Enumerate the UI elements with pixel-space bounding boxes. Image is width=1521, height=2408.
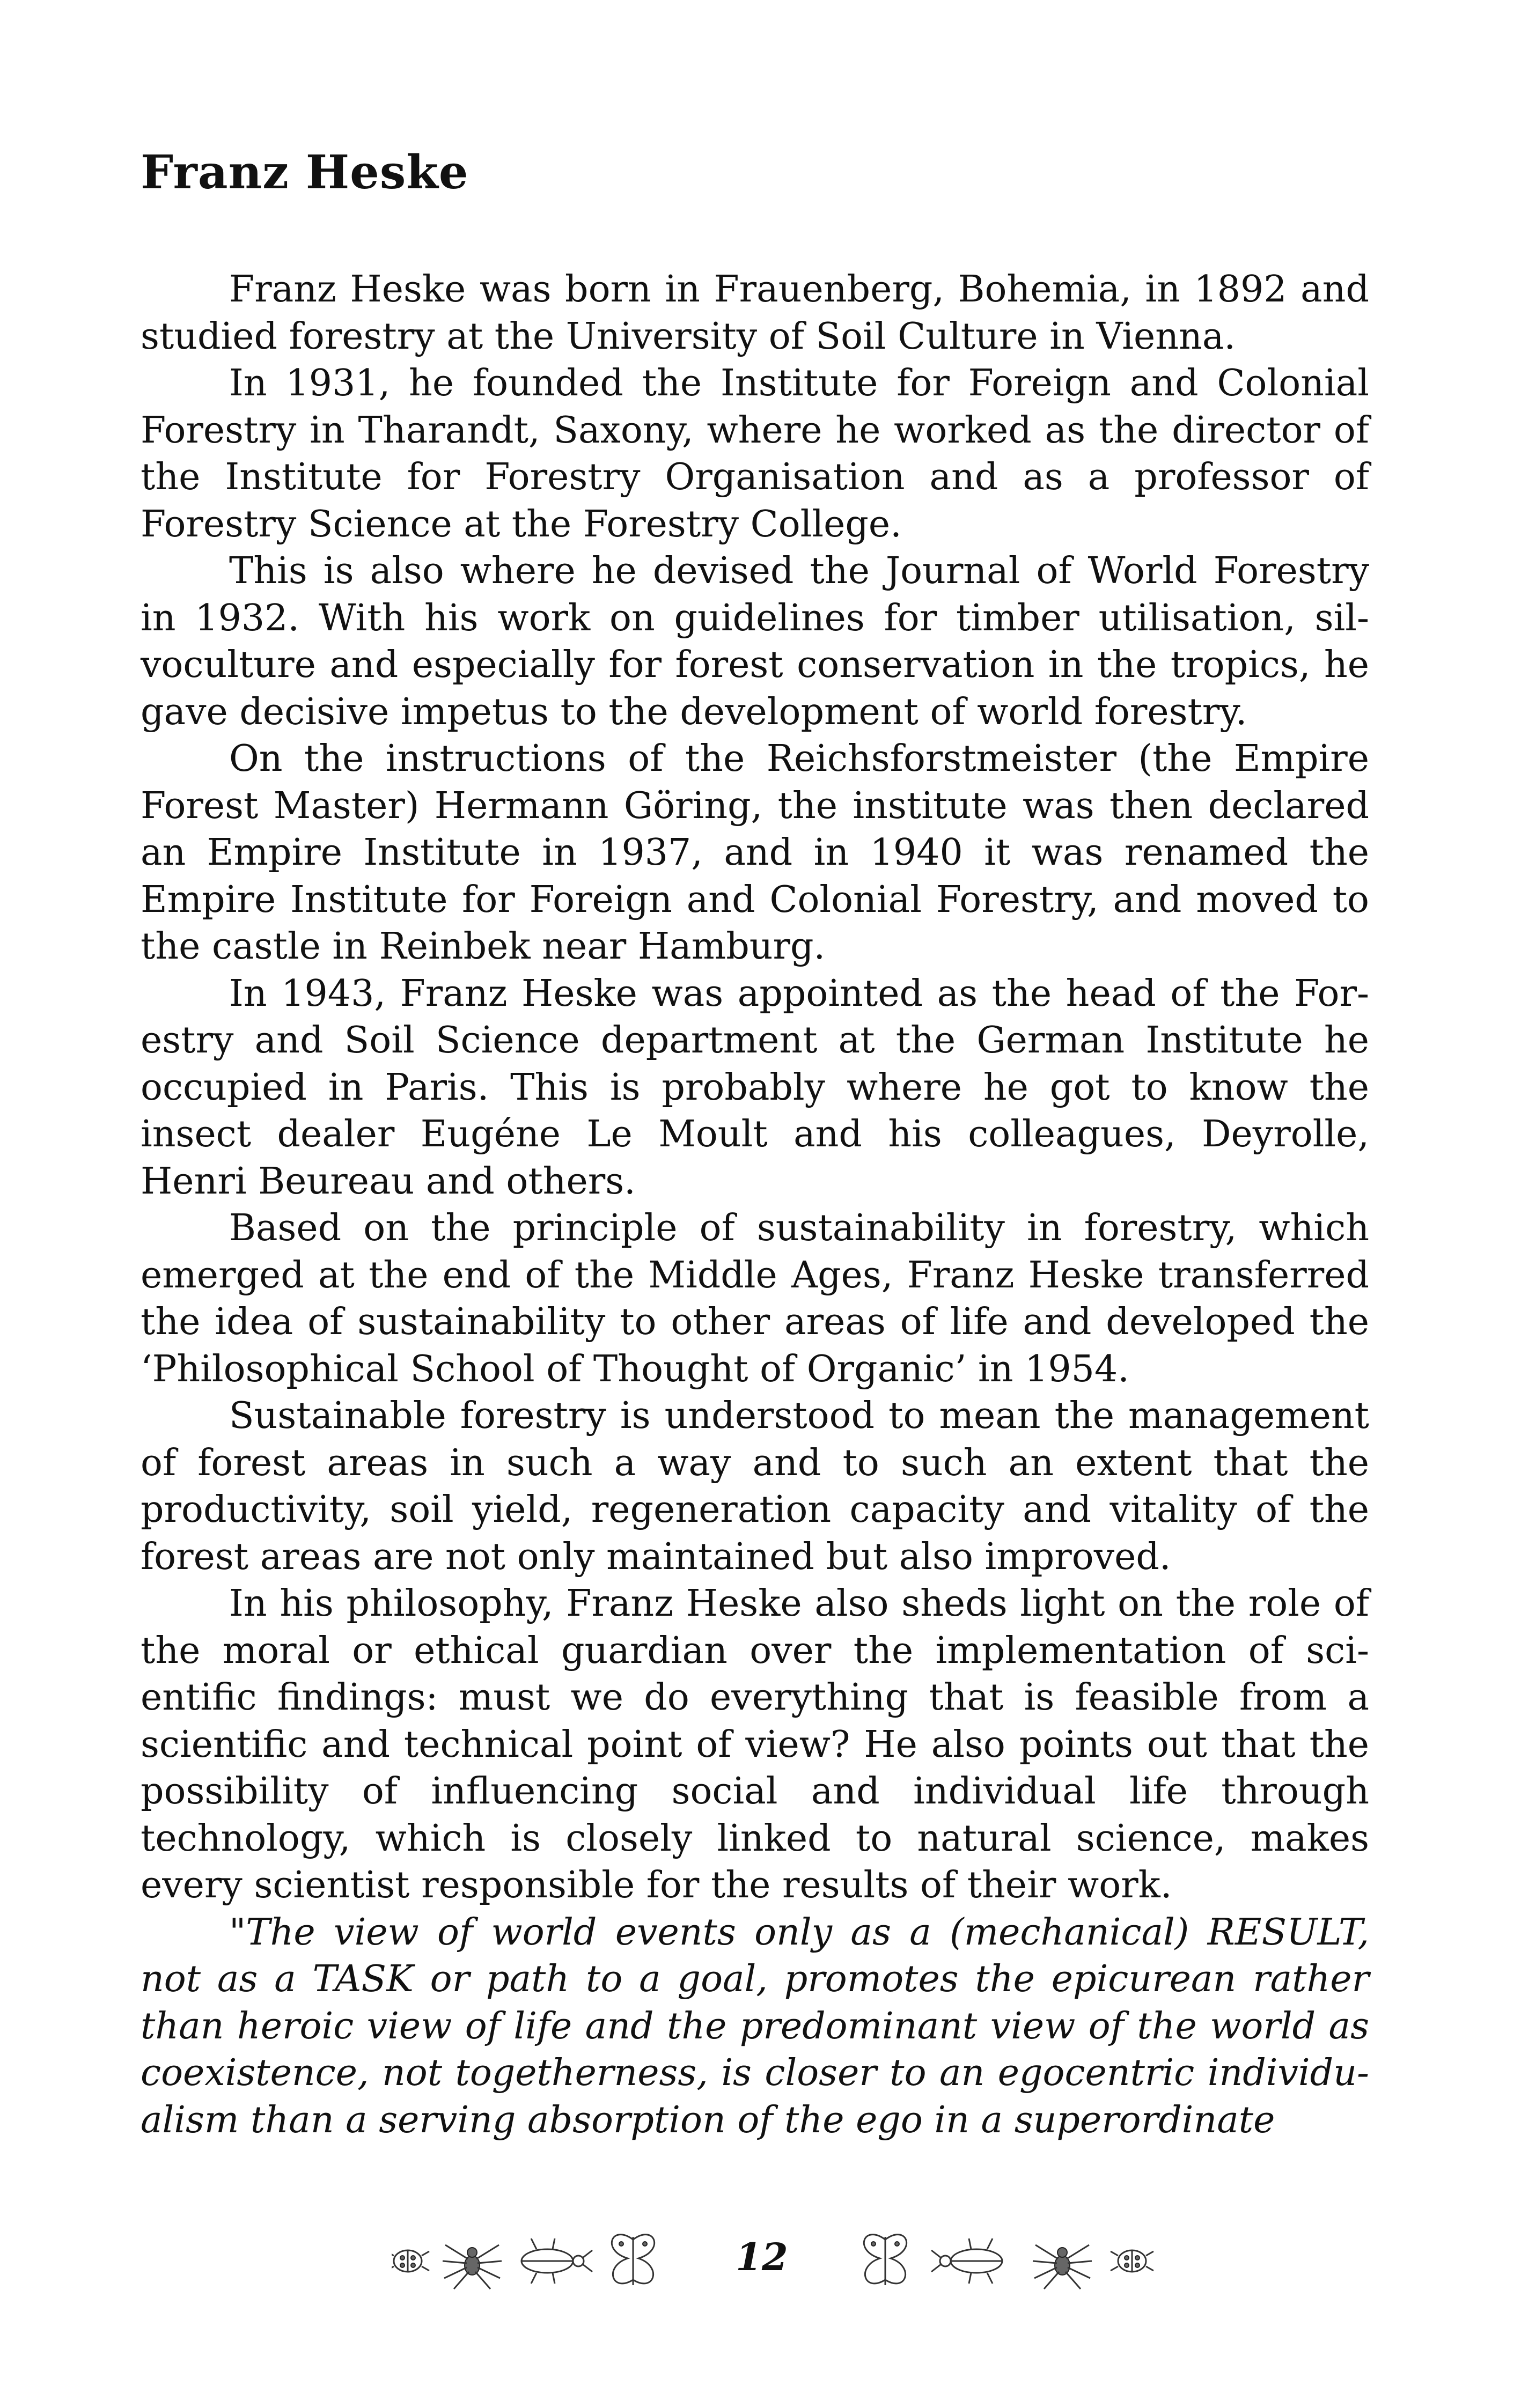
article-body — [141, 266, 1369, 2144]
paragraph-sustainable-forestry: Sustainable forestry is understood to mean the management of forest areas in such a way and to such an extent that the productivity, soil yield, regeneration capacity and vitality of the forest areas are not only maintained but also improved. — [141, 1395, 1369, 1578]
footer-ornament-left — [392, 2223, 671, 2299]
paragraph-paris: In 1943, Franz Heske was appointed as the head of the Forestry and Soil Science department at the German Institute he occupied in Paris. This is probably where he got to know the insect dealer Eugéne Le Moult and his colleagues, Deyrolle, Henri Beureau and others. — [141, 972, 1369, 1203]
paragraph-institute: In 1931, he founded the Institute for Foreign and Colonial Forestry in Tharandt, Saxony, where he worked as the director of the Institute for Forestry Organisation and as a professor of Forestry Science at the Forestry College. — [141, 362, 1369, 546]
footer-ornament-right — [858, 2223, 1159, 2299]
ladybug-icon — [1111, 2250, 1153, 2272]
paragraph-sustainability: Based on the principle of sustainability in forestry, which emerged at the end of the Middle Ages, Franz Heske transferred the idea of sustainability to other areas of life and developed the ‘Philosophical School of Thought of Organic’ in 1954. — [141, 1207, 1369, 1390]
paragraph-birth: Franz Heske was born in Frauenberg, Bohemia, in 1892 and studied forestry at the University of Soil Culture in Vienna. — [141, 268, 1369, 358]
butterfly-icon — [864, 2235, 906, 2285]
page-number: 12 — [736, 2235, 788, 2279]
spider-icon — [1033, 2245, 1092, 2289]
ladybug-icon — [392, 2250, 429, 2272]
paragraph-empire-institute: On the instructions of the Reichsforstmeister (the Empire Forest Master) Hermann Göring, the institute was then declared an Empire Institute in 1937, and in 1940 it was renamed the Empire Institute for Foreign and Colonial Forestry, and moved to the castle in Reinbek near Hamburg. — [141, 738, 1369, 968]
page — [141, 141, 1369, 2144]
butterfly-icon — [612, 2235, 654, 2285]
page-footer — [0, 2223, 1521, 2299]
paragraph-journal: This is also where he devised the Journal of World Forestry in 1932. With his work on guidelines for timber utilisation, silvoculture and especially for forest conservation in the tropics, he gave decisive impetus to the development of world forestry. — [141, 550, 1369, 733]
beetle-icon — [521, 2238, 592, 2284]
quote-paragraph: "The view of world events only as a (mechanical) RESULT, not as a TASK or path to a goal, promotes the epicurean rather than heroic view of life and the predominant view of the world as coexistence, not togetherness, is closer to an egocentric individualism than a serving absorption of the ego in a superordinate — [141, 1911, 1369, 2141]
beetle-icon — [931, 2238, 1002, 2284]
paragraph-philosophy: In his philosophy, Franz Heske also sheds light on the role of the moral or ethical guardian over the implementation of scientific findings: must we do everything that is feasible from a scientific and technical point of view? He also points out that the possibility of influencing social and individual life through technology, which is closely linked to natural science, makes every scientist responsible for the results of their work. — [141, 1582, 1369, 1906]
spider-icon — [443, 2245, 502, 2289]
page-title: Franz Heske — [141, 145, 469, 200]
